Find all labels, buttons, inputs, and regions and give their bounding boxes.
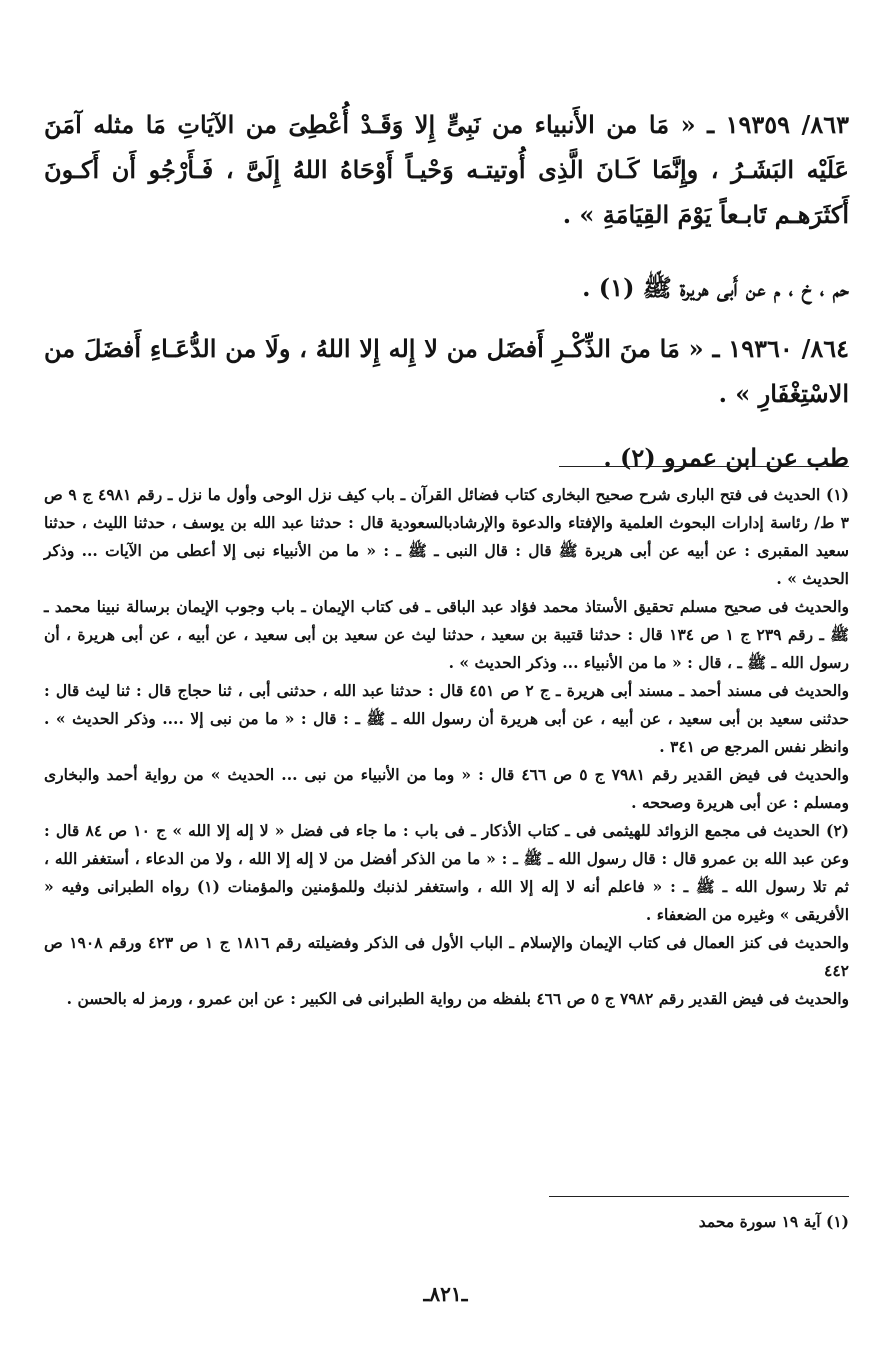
hadith-863-source: حم ، خ ، م عن أَبى هريرة ﷺ (١) . — [582, 273, 849, 302]
sub-footnote: (١) آية ١٩ سورة محمد — [698, 1212, 849, 1231]
footnote-paragraph: والحديث فى فيض القدير رقم ٧٩٨١ ج ٥ ص ٤٦٦ قال : « وما من الأنبياء من نبى ... الحديث » من رواية أحمد والبخارى ومسلم : عن أبى هريرة وصححه . — [44, 765, 849, 812]
footnote-paragraph: والحديث فى مسند أحمد ـ مسند أبى هريرة ـ ج ٢ ص ٤٥١ قال : حدثنا عبد الله ، حدثنى أبى ، ثنا حجاج قال : ثنا ليث قال : حدثنى سعيد بن أبى سعيد ، عن أبيه ، عن أبى هريرة أن رسول الله ـ ﷺ ـ : قال : « ما من نبى إلا .... وذكر الحديث » . وانظر نفس المرجع ص ٣٤١ . — [44, 681, 849, 756]
page-number: ـ٨٢١ـ — [423, 1282, 468, 1306]
hadith-863: ٨٦٣/ ١٩٣٥٩ ـ « مَا من الأَنبياء من نَبِىٍّ إِلا وَقَـدْ أُعْطِىَ من الآيَاتِ مَا مثله آمَنَ عَلَيْه البَشَـرُ ، وإِنَّمَا كَـانَ الَّذِى أُوتيتـه وَحْيـاً أَوْحَاهُ اللهُ إِلَىَّ ، فَـأَرْجُو أَن أَكـونَ أَكثَرَهـم تَابـعاً يَوْمَ القِيَامَةِ » . — [44, 110, 849, 229]
footnote-paragraph: والحديث فى كنز العمال فى كتاب الإيمان والإسلام ـ الباب الأول فى الذكر وفضيلته رقم ١٨١٦ ج ١ ص ٤٢٣ ورقم ١٩٠٨ ص ٤٤٢ — [44, 933, 849, 980]
footnote-paragraph: والحديث فى فيض القدير رقم ٧٩٨٢ ج ٥ ص ٤٦٦ بلفظه من رواية الطبرانى فى الكبير : عن ابن عمرو ، ورمز له بالحسن . — [66, 989, 849, 1008]
sub-footnote-divider — [549, 1196, 849, 1197]
footnote-divider — [559, 466, 849, 467]
footnotes — [44, 481, 849, 1013]
hadith-864: ٨٦٤/ ١٩٣٦٠ ـ « مَا منَ الذِّكْـرِ أَفضَل من لا إِله إِلا اللهُ ، ولَا من الدُّعَـاءِ أَفضَلَ من الاسْتِغْفَارِ » . — [44, 334, 850, 408]
hadith-864-source: طب عن ابن عمرو (٢) . — [603, 443, 849, 472]
footnote-paragraph: (١) الحديث فى فتح البارى شرح صحيح البخارى كتاب فضائل القرآن ـ باب كيف نزل الوحى وأول ما نزل ـ رقم ٤٩٨١ ج ٩ ص ٣ ط/ رئاسة إدارات البحوث العلمية والإفتاء والدعوة والإرشادبالسعودية قال : حدثنا عبد الله بن يوسف ، حدثنا الليث ، حدثنا سعيد المقبرى : عن أبيه عن أبى هريرة ﷺ قال : قال النبى ـ ﷺ ـ : « ما من الأنبياء نبى إلا أعطى من الآيات ... وذكر الحديث » . — [44, 485, 849, 588]
footnote-paragraph: (٢) الحديث فى مجمع الزوائد للهيثمى فى ـ كتاب الأذكار ـ فى باب : ما جاء فى فضل « لا إله إلا الله » ج ١٠ ص ٨٤ قال : وعن عبد الله بن عمرو قال : قال رسول الله ـ ﷺ ـ : « ما من الذكر أفضل من لا إله إلا الله ، ولا من الدعاء ، أستغفر الله ، ثم تلا رسول الله ـ ﷺ ـ : « فاعلم أنه لا إله إلا الله ، واستغفر لذنبك وللمؤمنين والمؤمنات (١) رواه الطبرانى وفيه « الأفريقى » وغيره من الضعفاء . — [44, 821, 849, 924]
footnote-paragraph: والحديث فى صحيح مسلم تحقيق الأستاذ محمد فؤاد عبد الباقى ـ فى كتاب الإيمان ـ باب وجوب الإيمان برسالة نبينا محمد ـ ﷺ ـ رقم ٢٣٩ ج ١ ص ١٣٤ قال : حدثنا قتيبة بن سعيد ، حدثنا ليث عن سعيد بن أبى سعيد ، عن أبيه ، عن أبى هريرة ، أن رسول الله ـ ﷺ ـ ، قال : « ما من الأنبياء ... وذكر الحديث » . — [44, 597, 849, 672]
